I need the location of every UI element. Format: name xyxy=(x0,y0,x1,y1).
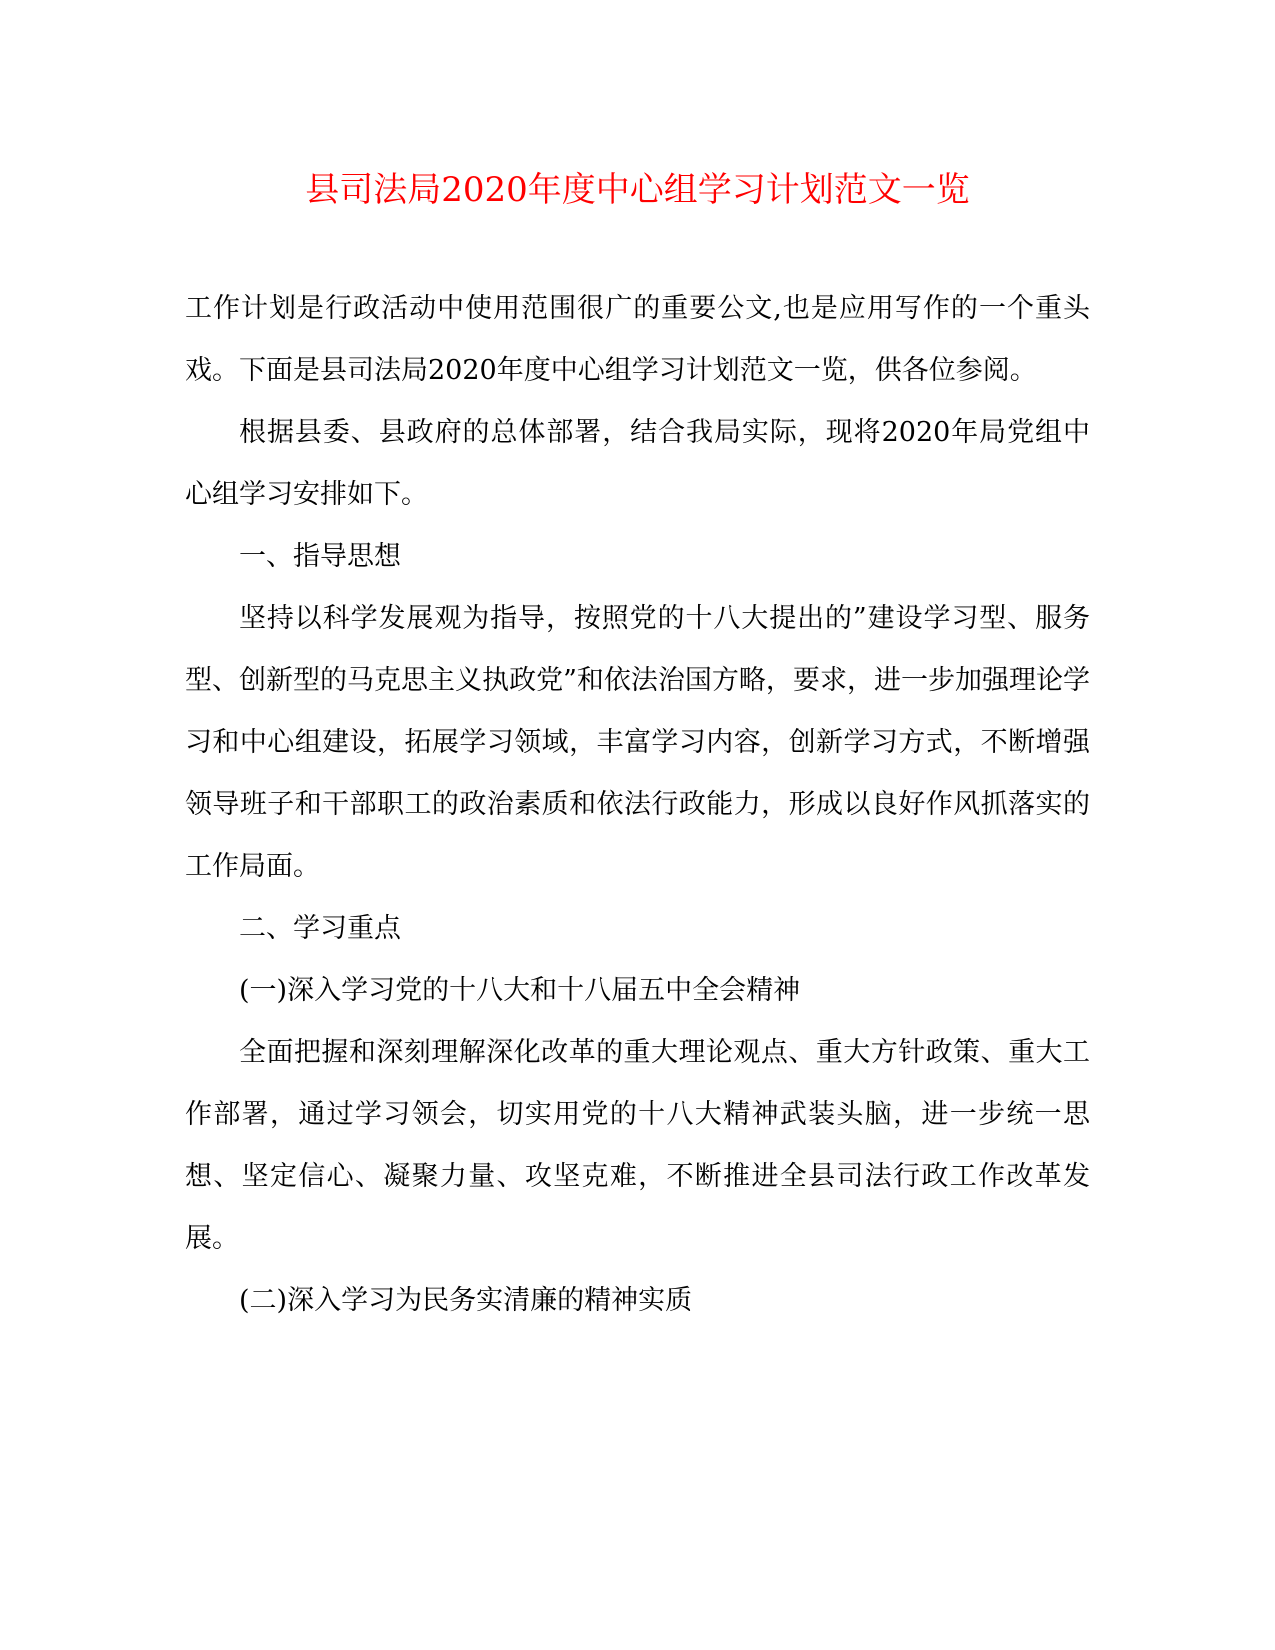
deployment-paragraph: 根据县委、县政府的总体部署，结合我局实际，现将2020年局党组中心组学习安排如下。 xyxy=(185,417,1090,510)
document-body xyxy=(185,278,1090,1332)
document-title: 县司法局2020年度中心组学习计划范文一览 xyxy=(305,170,970,210)
study-focus-paragraph: 全面把握和深刻理解深化改革的重大理论观点、重大方针政策、重大工作部署，通过学习领会，切实用党的十八大精神武装头脑，进一步统一思想、坚定信心、凝聚力量、攻坚克难，不断推进全县司法行政工作改革发展。 xyxy=(185,1037,1090,1254)
section-heading-study-focus: 二、学习重点 xyxy=(239,913,401,944)
guiding-thought-paragraph: 坚持以科学发展观为指导，按照党的十八大提出的”建设学习型、服务型、创新型的马克思主义执政党”和依法治国方略，要求，进一步加强理论学习和中心组建设，拓展学习领域，丰富学习内容，创新学习方式，不断增强领导班子和干部职工的政治素质和依法行政能力，形成以良好作风抓落实的工作局面。 xyxy=(185,603,1090,882)
subheading-two: (二)深入学习为民务实清廉的精神实质 xyxy=(239,1285,693,1316)
section-heading-guiding-thought: 一、指导思想 xyxy=(239,541,401,572)
intro-paragraph: 工作计划是行政活动中使用范围很广的重要公文,也是应用写作的一个重头戏。下面是县司法局2020年度中心组学习计划范文一览，供各位参阅。 xyxy=(185,293,1090,386)
subheading-one: (一)深入学习党的十八大和十八届五中全会精神 xyxy=(239,975,801,1006)
